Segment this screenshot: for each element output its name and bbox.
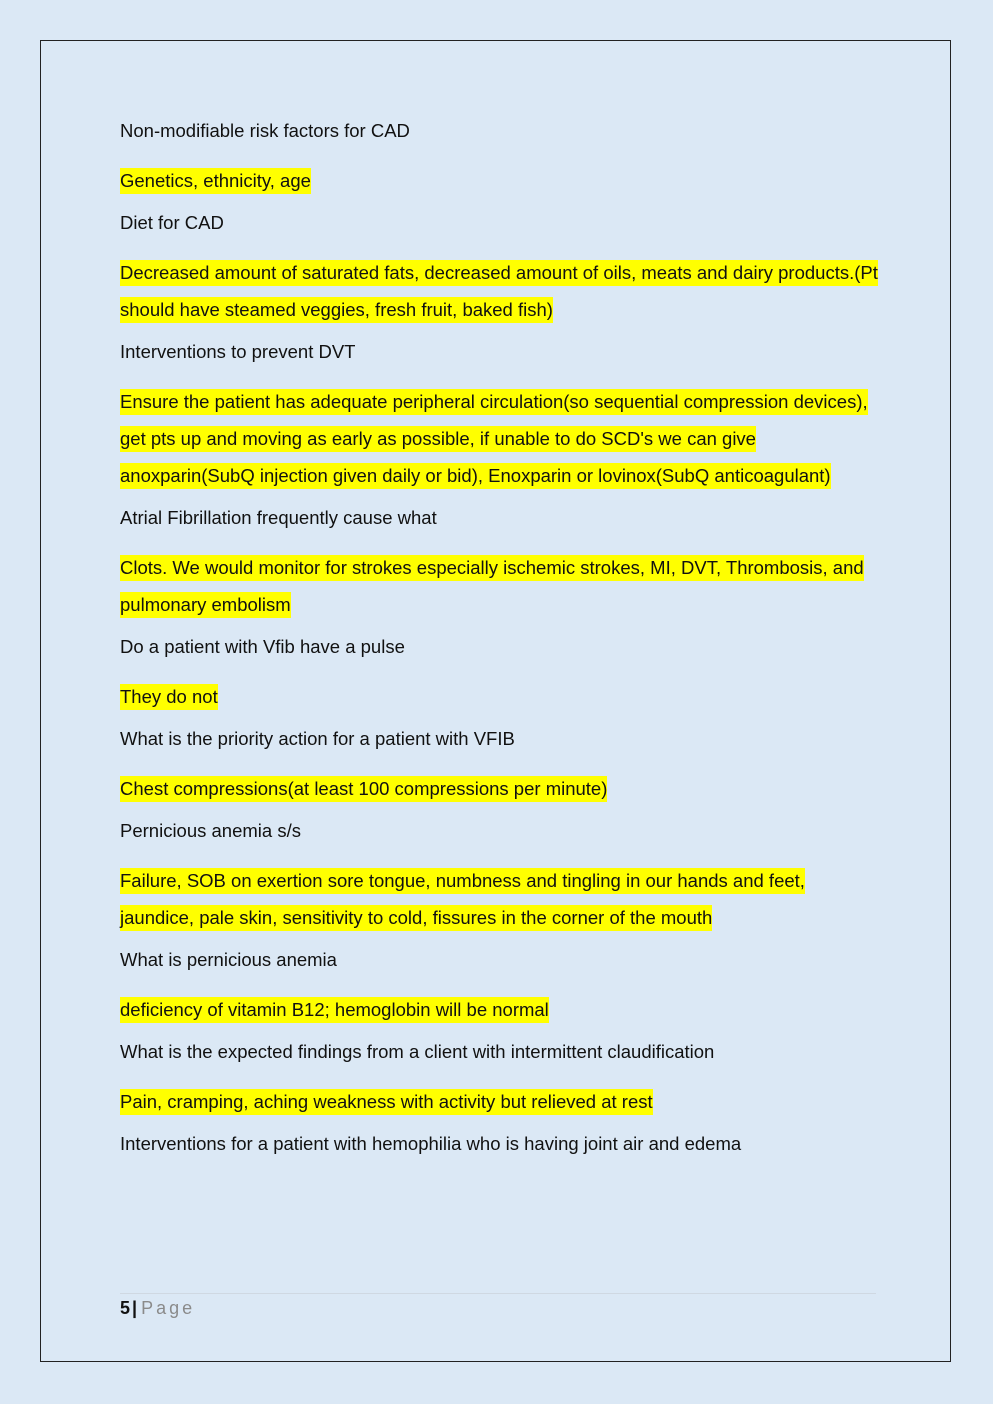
- question-text: Interventions for a patient with hemophilia who is having joint air and edema: [120, 1133, 742, 1154]
- highlighted-answer: Chest compressions(at least 100 compressions per minute): [120, 776, 607, 802]
- answer-text: [120, 678, 880, 715]
- answer-text: [120, 549, 880, 623]
- question-text: What is the expected findings from a client with intermittent claudification: [120, 1041, 715, 1062]
- question-text: Diet for CAD: [120, 212, 224, 233]
- question-text: What is pernicious anemia: [120, 949, 337, 970]
- highlighted-answer: Pain, cramping, aching weakness with activity but relieved at rest: [120, 1089, 653, 1115]
- page-footer: [120, 1293, 876, 1320]
- question-text: Interventions to prevent DVT: [120, 341, 356, 362]
- question-text: Atrial Fibrillation frequently cause what: [120, 507, 437, 528]
- question-text: Do a patient with Vfib have a pulse: [120, 636, 405, 657]
- question-text: Non-modifiable risk factors for CAD: [120, 120, 410, 141]
- highlighted-answer: Ensure the patient has adequate peripheral circulation(so sequential compression devices), get pts up and moving as early as possible, if unable to do SCD's we can give anoxparin(SubQ injection given daily or bid), Enoxparin or lovinox(SubQ anticoagulant): [120, 389, 868, 489]
- highlighted-answer: Clots. We would monitor for strokes especially ischemic strokes, MI, DVT, Thrombosis, and pulmonary embolism: [120, 555, 864, 618]
- highlighted-answer: Decreased amount of saturated fats, decreased amount of oils, meats and dairy products.(Pt should have steamed veggies, fresh fruit, baked fish): [120, 260, 878, 323]
- answer-text: [120, 1083, 880, 1120]
- question-text: What is the priority action for a patient with VFIB: [120, 728, 515, 749]
- answer-text: [120, 254, 880, 328]
- footer-separator: |: [132, 1298, 138, 1318]
- page-number: 5: [120, 1298, 131, 1318]
- answer-text: [120, 162, 880, 199]
- question-text: Pernicious anemia s/s: [120, 820, 301, 841]
- answer-text: [120, 770, 880, 807]
- highlighted-answer: Genetics, ethnicity, age: [120, 168, 311, 194]
- highlighted-answer: deficiency of vitamin B12; hemoglobin will be normal: [120, 997, 549, 1023]
- answer-text: [120, 991, 880, 1028]
- highlighted-answer: Failure, SOB on exertion sore tongue, numbness and tingling in our hands and feet, jaundice, pale skin, sensitivity to cold, fissures in the corner of the mouth: [120, 868, 805, 931]
- highlighted-answer: They do not: [120, 684, 218, 710]
- document-body: [120, 116, 880, 1179]
- page-label: Page: [141, 1298, 196, 1318]
- answer-text: [120, 862, 880, 936]
- answer-text: [120, 383, 880, 494]
